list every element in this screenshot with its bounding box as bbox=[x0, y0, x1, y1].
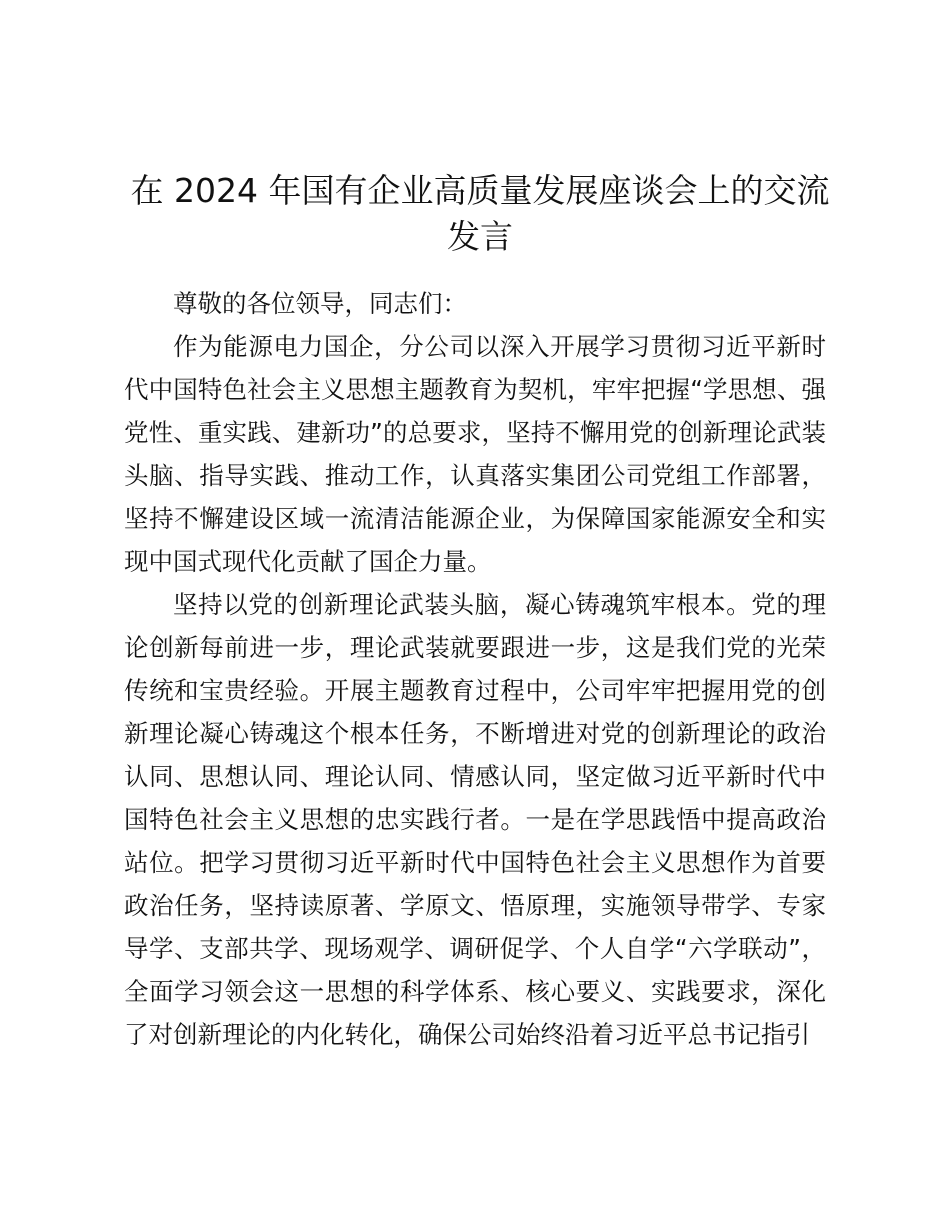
paragraph-theory-armament: 坚持以党的创新理论武装头脑，凝心铸魂筑牢根本。党的理论创新每前进一步，理论武装就要跟进一步，这是我们党的光荣传统和宝贵经验。开展主题教育过程中，公司牢牢把握用党的创新理论凝心铸魂这个根本任务，不断增进对党的创新理论的政治认同、思想认同、理论认同、情感认同，坚定做习近平新时代中国特色社会主义思想的忠实践行者。一是在学思践悟中提高政治站位。把学习贯彻习近平新时代中国特色社会主义思想作为首要政治任务，坚持读原著、学原文、悟原理，实施领导带学、专家导学、支部共学、现场观学、调研促学、个人自学“六学联动”，全面学习领会这一思想的科学体系、核心要义、实践要求，深化了对创新理论的内化转化，确保公司始终沿着习近平总书记指引 bbox=[124, 590, 826, 1049]
paragraph-intro: 作为能源电力国企，分公司以深入开展学习贯彻习近平新时代中国特色社会主义思想主题教育为契机，牢牢把握“学思想、强党性、重实践、建新功”的总要求，坚持不懈用党的创新理论武装头脑、指导实践、推动工作，认真落实集团公司党组工作部署，坚持不懈建设区域一流清洁能源企业，为保障国家能源安全和实现中国式现代化贡献了国企力量。 bbox=[124, 332, 826, 576]
greeting-line: 尊敬的各位领导，同志们： bbox=[173, 289, 467, 318]
document-body bbox=[124, 282, 826, 1056]
document-title: 在 2024 年国有企业高质量发展座谈会上的交流发言 bbox=[130, 171, 830, 256]
